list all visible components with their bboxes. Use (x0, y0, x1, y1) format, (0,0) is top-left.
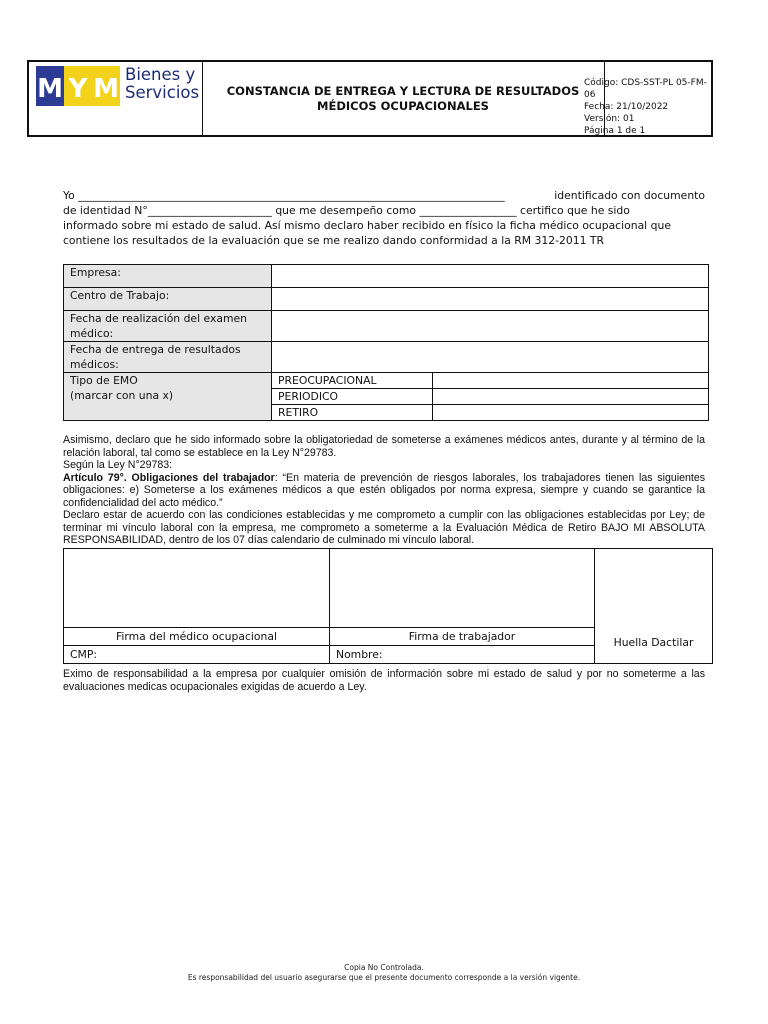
label-fecha-examen-2: médico: (70, 327, 114, 340)
mym-logo-icon (36, 66, 120, 106)
footer-line-2: Es responsabilidad del usuario asegurarse que el presente documento corresponde a la versión vigente. (187, 973, 581, 982)
row-empresa (64, 265, 709, 288)
field-fecha-examen[interactable] (272, 311, 709, 342)
company-logo (29, 62, 203, 135)
field-centro[interactable] (272, 288, 709, 311)
meta-pagina: Página 1 de 1 (584, 126, 646, 136)
brand-line-1: Bienes y (125, 65, 196, 84)
article-text: : “En materia de prevención de riesgos laborales, los trabajadores tienen las siguientes obligaciones: e) Someterse a los exámenes médicos a que estén obligados por norma expresa, siempre y cuando se garantice la confidencialidad del acto médico.” (63, 471, 706, 509)
intro-line-3: informado sobre mi estado de salud. Así mismo declaro haber recibido en físico la ficha médico ocupacional que (63, 219, 671, 232)
info-table (63, 264, 709, 421)
label-fecha-entrega (64, 342, 272, 373)
meta-codigo: Código: CDS-SST-PL 05-FM-06 (584, 78, 707, 100)
label-huella: Huella Dactilar (613, 636, 694, 649)
field-empresa[interactable] (272, 265, 709, 288)
label-empresa: Empresa: (64, 265, 272, 288)
field-cmp[interactable]: CMP: (64, 646, 330, 664)
svg-text:M: M (37, 74, 63, 104)
intro-paragraph (63, 188, 705, 248)
closing-text: Eximo de responsabilidad a la empresa por cualquier omisión de información sobre mi estado de salud y por no someterme a las evaluaciones medicas ocupacionales exigidas de acuerdo a Ley. (63, 668, 705, 693)
svg-text:Y: Y (68, 74, 88, 104)
brand-name (125, 66, 199, 102)
row-fecha-examen (64, 311, 709, 342)
meta-version: Versión: 01 (584, 114, 635, 124)
footer-line-1: Copia No Controlada. (344, 963, 424, 972)
mark-preocupacional[interactable] (433, 373, 709, 389)
label-tipo-1: Tipo de EMO (70, 374, 138, 387)
label-firma-trabajador: Firma de trabajador (330, 628, 595, 646)
field-fecha-entrega[interactable] (272, 342, 709, 373)
option-retiro: RETIRO (272, 405, 433, 421)
label-centro: Centro de Trabajo: (64, 288, 272, 311)
title-line-1: CONSTANCIA DE ENTREGA Y LECTURA DE RESULTADOS (226, 83, 580, 98)
label-tipo-2: (marcar con una x) (70, 389, 174, 402)
option-preocupacional: PREOCUPACIONAL (272, 373, 433, 389)
page-footer (0, 963, 768, 983)
legal-text (63, 434, 705, 547)
svg-text:M: M (93, 74, 119, 104)
signature-table (63, 548, 713, 664)
document-title (202, 62, 605, 135)
sig-row-boxes (64, 549, 713, 628)
intro-line-2: de identidad N°_______________________ que me desempeño como __________________ certifico que he sido (63, 204, 630, 217)
label-tipo-emo (64, 373, 272, 421)
mark-periodico[interactable] (433, 389, 709, 405)
label-fecha-entrega-1: Fecha de entrega de resultados (70, 343, 241, 356)
label-fecha-examen-1: Fecha de realización del examen (70, 312, 247, 325)
sig-box-medico[interactable] (64, 549, 330, 628)
document-header (27, 60, 713, 137)
intro-line-4: contiene los resultados de la evaluación que se me realizo dando conformidad a la RM 312-2011 TR (63, 234, 605, 247)
intro-name-blank[interactable]: Yo _______________________________________________________________________________ (63, 189, 505, 202)
row-tipo-1 (64, 373, 709, 389)
fingerprint-box[interactable] (595, 549, 713, 664)
legal-p2: Según la Ley N°29783: (63, 459, 173, 471)
sig-box-trabajador[interactable] (330, 549, 595, 628)
field-nombre[interactable]: Nombre: (330, 646, 595, 664)
title-line-2: MÉDICOS OCUPACIONALES (317, 98, 489, 113)
label-fecha-entrega-2: médicos: (70, 358, 119, 371)
article-title: Artículo 79°. Obligaciones del trabajador (63, 471, 275, 484)
row-fecha-entrega (64, 342, 709, 373)
legal-p3: Declaro estar de acuerdo con las condiciones establecidas y me comprometo a cumplir con las obligaciones establecidas por Ley; de terminar mi vínculo laboral con la empresa, me comprometo a someterme a la Evaluación Médica de Retiro BAJO MI ABSOLUTA RESPONSABILIDAD, dentro de los 07 días calendario de culminado mi vínculo laboral. (63, 509, 705, 546)
label-firma-medico: Firma del médico ocupacional (64, 628, 330, 646)
meta-fecha: Fecha: 21/10/2022 (584, 102, 669, 112)
brand-line-2: Servicios (125, 83, 200, 102)
row-centro (64, 288, 709, 311)
intro-line-1 (63, 188, 705, 203)
document-meta (584, 77, 711, 137)
intro-line-1-right: identificado con documento (554, 189, 705, 202)
option-periodico: PERIODICO (272, 389, 433, 405)
mark-retiro[interactable] (433, 405, 709, 421)
legal-article (63, 472, 705, 510)
label-fecha-examen (64, 311, 272, 342)
legal-p1: Asimismo, declaro que he sido informado sobre la obligatoriedad de someterse a exámenes médicos antes, durante y al término de la relación laboral, tal como se establece en la Ley N°29783. (63, 434, 705, 459)
